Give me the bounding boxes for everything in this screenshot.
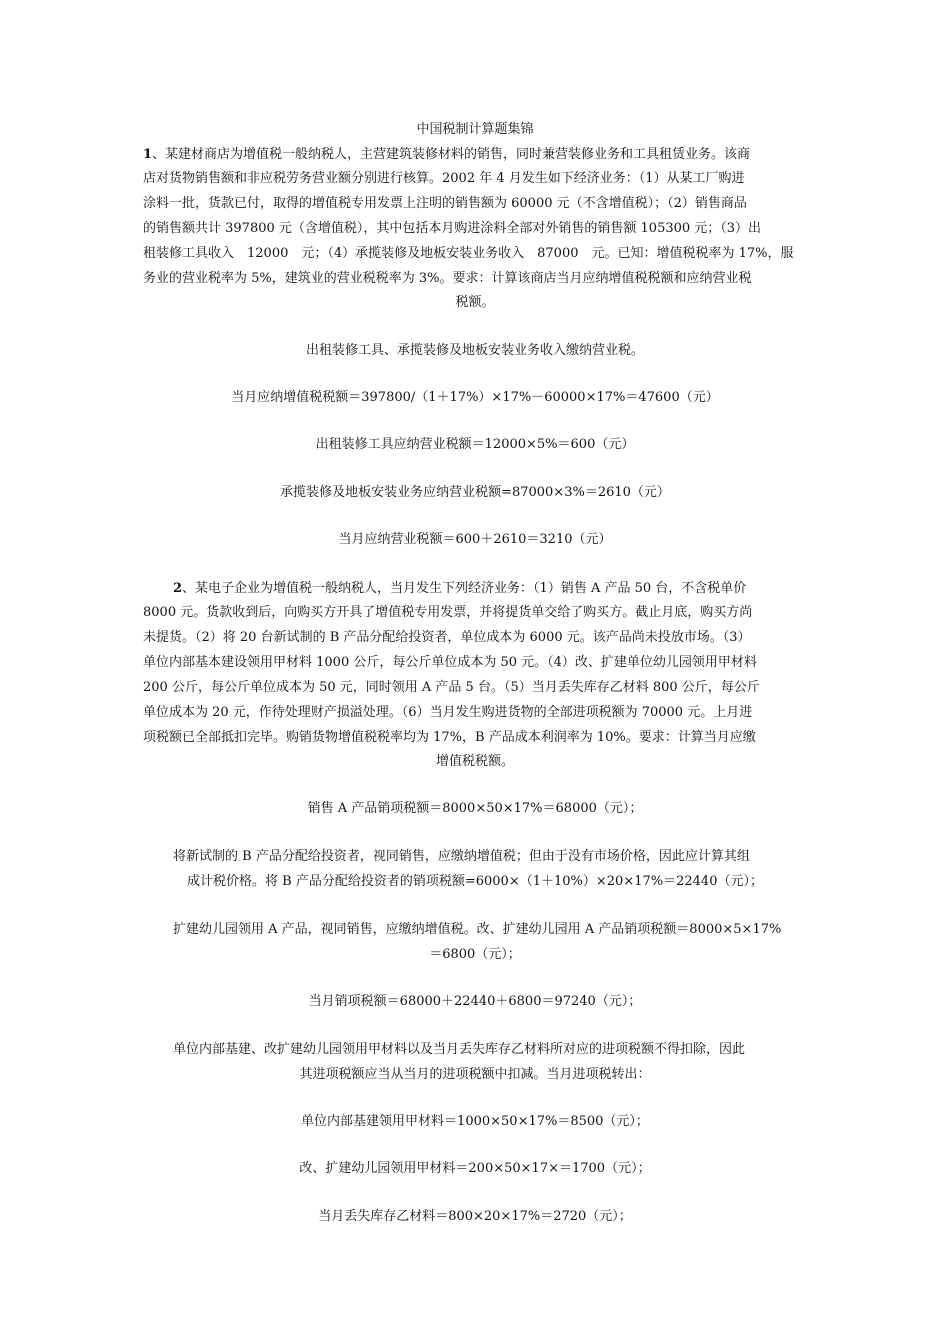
question-1-line: 店对货物销售额和非应税劳务营业额分别进行核算。2002 年 4 月发生如下经济业务：（1）从某工厂购进 xyxy=(143,171,745,186)
question-2-line: 未提货。（2）将 20 台新试制的 B 产品分配给投资者，单位成本为 6000 元。该产品尚未投放市场。（3） xyxy=(143,630,751,645)
answer-line: ＝6800（元）； xyxy=(429,947,521,962)
answer-line: 将新试制的 B 产品分配给投资者，视同销售，应缴纳增值税；但由于没有市场价格，因此应计算其组 xyxy=(173,849,750,864)
answer-line: 单位内部基建领用甲材料＝1000×50×17%＝8500（元）； xyxy=(301,1114,649,1129)
question-2-line: 8000 元。货款收到后，向购买方开具了增值税专用发票，并将提货单交给了购买方。截止月底，购买方尚 xyxy=(143,605,753,620)
answer-line: 承揽装修及地板安装业务应纳营业税额=87000×3%＝2610（元） xyxy=(280,485,670,500)
answer-line: 当月销项税额＝68000＋22440＋6800＝97240（元）； xyxy=(308,994,642,1009)
question-2-line: 单位成本为 20 元，作待处理财产损溢处理。（6）当月发生购进货物的全部进项税额为 70000 元。上月进 xyxy=(143,705,753,720)
question-2-line: 200 公斤，每公斤单位成本为 50 元，同时领用 A 产品 5 台。（5）当月丢失库存乙材料 800 公斤，每公斤 xyxy=(143,680,760,695)
question-1-line: 的销售额共计 397800 元（含增值税），其中包括本月购进涂料全部对外销售的销售额 105300 元；（3）出 xyxy=(143,221,762,236)
answer-line: 当月应纳增值税税额＝397800/（1＋17%）×17%－60000×17%＝47600（元） xyxy=(231,390,719,405)
answer-line: 当月应纳营业税额＝600＋2610＝3210（元） xyxy=(338,532,612,547)
answer-line: 改、扩建幼儿园领用甲材料＝200×50×17×＝1700（元）； xyxy=(299,1161,651,1176)
question-1-line: 租装修工具收入 12000 元；（4）承揽装修及地板安装业务收入 87000 元。已知：增值税税率为 17%，服 xyxy=(143,246,794,261)
answer-line: 销售 A 产品销项税额＝8000×50×17%＝68000（元）； xyxy=(307,801,643,816)
question-1-line: 务业的营业税率为 5%，建筑业的营业税税率为 3%。要求：计算该商店当月应纳增值税税额和应纳营业税 xyxy=(143,271,752,286)
answer-line: 成计税价格。将 B 产品分配给投资者的销项税额=6000×（1＋10%）×20×17%＝22440（元）； xyxy=(187,874,763,889)
answer-line: 其进项税额应当从当月的进项税额中扣减。当月进项税转出： xyxy=(299,1067,651,1082)
question-2-line: 项税额已全部抵扣完毕。购销货物增值税税率均为 17%，B 产品成本利润率为 10%。要求：计算当月应缴 xyxy=(143,730,756,745)
question-1-number: 1 xyxy=(143,147,153,162)
question-2-line: 增值税税额。 xyxy=(435,754,514,769)
question-2-line: 2、某电子企业为增值税一般纳税人，当月发生下列经济业务：（1）销售 A 产品 50 台，不含税单价 xyxy=(173,581,747,596)
answer-line: 出租装修工具、承揽装修及地板安装业务收入缴纳营业税。 xyxy=(305,343,644,358)
page-title: 中国税制计算题集锦 xyxy=(416,122,534,137)
question-2-line: 单位内部基本建设领用甲材料 1000 公斤，每公斤单位成本为 50 元。（4）改、扩建单位幼儿园领用甲材料 xyxy=(143,655,757,670)
answer-line: 扩建幼儿园领用 A 产品，视同销售，应缴纳增值税。改、扩建幼儿园用 A 产品销项税额＝8000×5×17% xyxy=(173,922,782,937)
question-2-number: 2 xyxy=(173,581,183,596)
answer-line: 出租装修工具应纳营业税额＝12000×5%＝600（元） xyxy=(315,437,635,452)
answer-line: 单位内部基建、改扩建幼儿园领用甲材料以及当月丢失库存乙材料所对应的进项税额不得扣除，因此 xyxy=(173,1042,746,1057)
answer-line: 当月丢失库存乙材料＝800×20×17%＝2720（元）； xyxy=(318,1209,632,1224)
question-1-line: 涂料一批，货款已付，取得的增值税专用发票上注明的销售额为 60000 元（不含增值税）；（2）销售商品 xyxy=(143,196,747,211)
question-1-line: 1、某建材商店为增值税一般纳税人，主营建筑装修材料的销售，同时兼营装修业务和工具租赁业务。该商 xyxy=(143,147,751,162)
question-1-line: 税额。 xyxy=(455,295,495,310)
